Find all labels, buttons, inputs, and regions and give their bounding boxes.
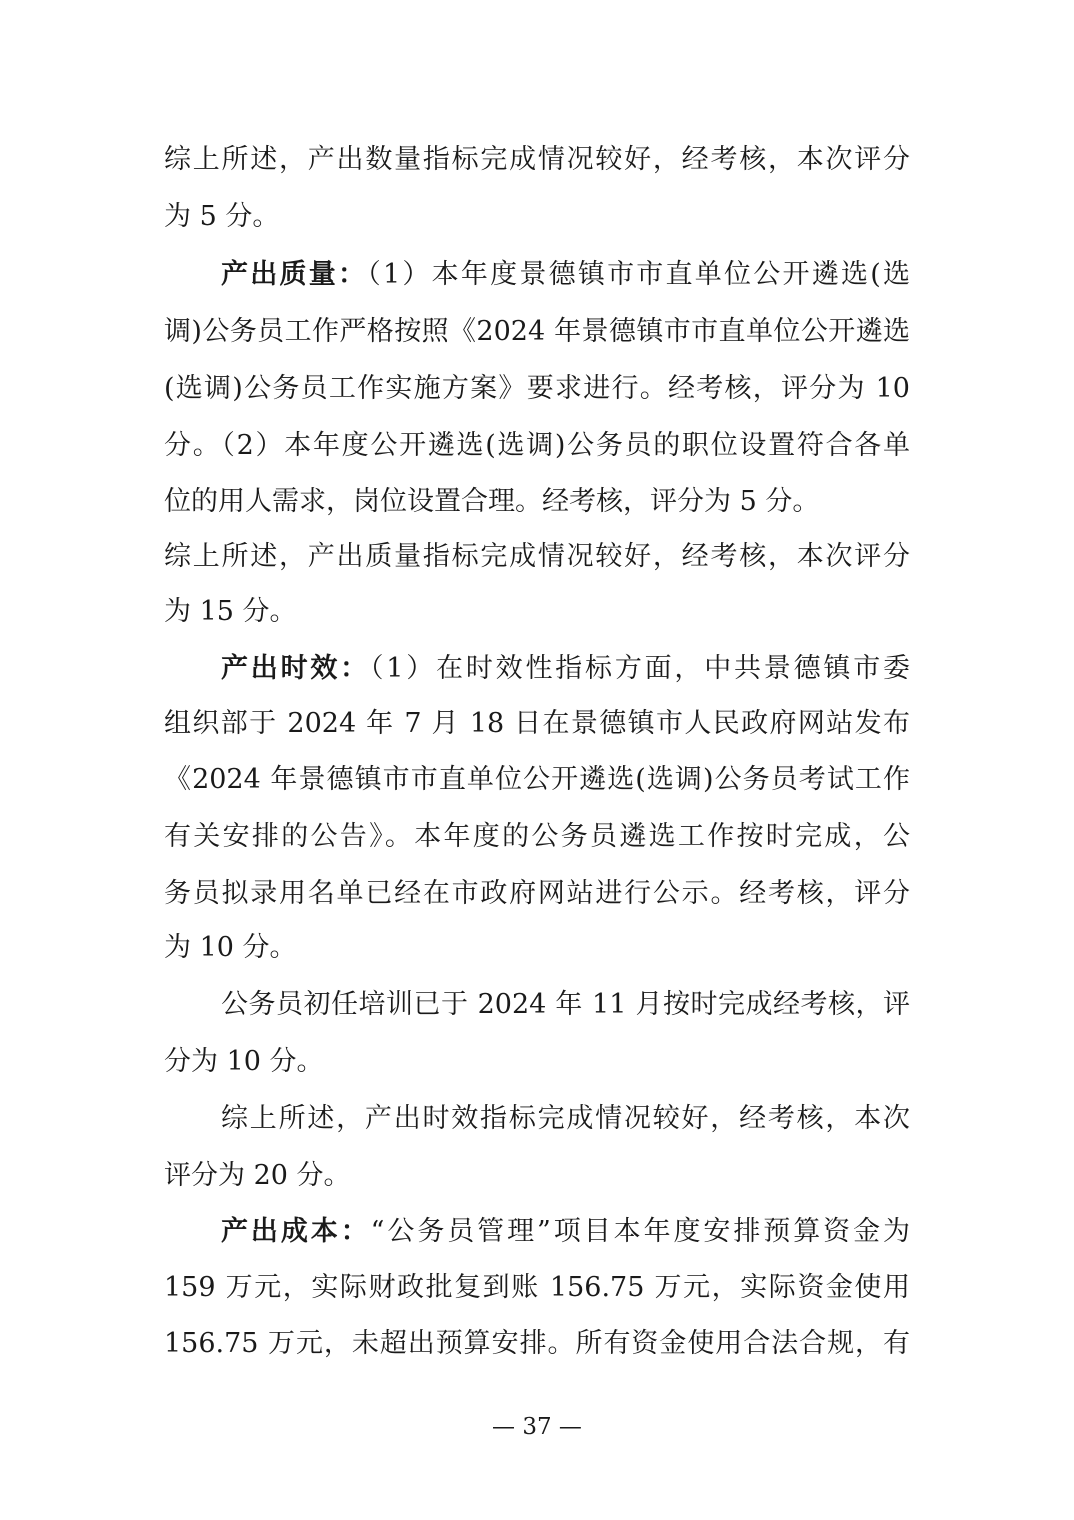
section-label: 产出时效： — [221, 653, 370, 684]
text-line: 159 万元，实际财政批复到账 156.75 万元，实际资金使用 — [164, 1272, 910, 1303]
section-label: 产出成本： — [221, 1216, 371, 1247]
paragraph-output-cost: 产出成本：“公务员管理”项目本年度安排预算资金为 — [221, 1216, 910, 1247]
text-line: 分为 10 分。 — [164, 1046, 324, 1077]
paragraph-output-quality: 产出质量：（1）本年度景德镇市市直单位公开遴选(选 — [221, 259, 910, 290]
text-line: 为 15 分。 — [164, 596, 297, 627]
section-label: 产出质量： — [221, 259, 368, 290]
text-line: (选调)公务员工作实施方案》要求进行。经考核，评分为 10 — [164, 373, 910, 404]
text-line: 分。（2）本年度公开遴选(选调)公务员的职位设置符合各单 — [164, 430, 910, 461]
text-line: 组织部于 2024 年 7 月 18 日在景德镇市人民政府网站发布 — [164, 708, 910, 739]
text-line: 156.75 万元，未超出预算安排。所有资金使用合法合规，有 — [164, 1328, 910, 1359]
text-line: 公务员初任培训已于 2024 年 11 月按时完成经考核，评 — [221, 989, 910, 1020]
text-line: 务员拟录用名单已经在市政府网站进行公示。经考核，评分 — [164, 878, 910, 909]
text-line: 评分为 20 分。 — [164, 1160, 351, 1191]
text-line: 综上所述，产出质量指标完成情况较好，经考核，本次评分 — [164, 541, 910, 572]
text-line: 为 10 分。 — [164, 932, 297, 963]
text-line: 《2024 年景德镇市市直单位公开遴选(选调)公务员考试工作 — [164, 764, 910, 795]
text-line: 有关安排的公告》。本年度的公务员遴选工作按时完成，公 — [164, 821, 910, 852]
text-line: 综上所述，产出时效指标完成情况较好，经考核，本次 — [221, 1103, 910, 1134]
text-line: 综上所述，产出数量指标完成情况较好，经考核，本次评分 — [164, 144, 910, 175]
text-line: 位的用人需求，岗位设置合理。经考核，评分为 5 分。 — [164, 486, 820, 517]
paragraph-output-timeliness: 产出时效：（1）在时效性指标方面，中共景德镇市委 — [221, 653, 910, 684]
text-line: 为 5 分。 — [164, 201, 280, 232]
text-line: 调)公务员工作严格按照《2024 年景德镇市市直单位公开遴选 — [164, 316, 910, 347]
page-number: — 37 — — [492, 1414, 582, 1440]
